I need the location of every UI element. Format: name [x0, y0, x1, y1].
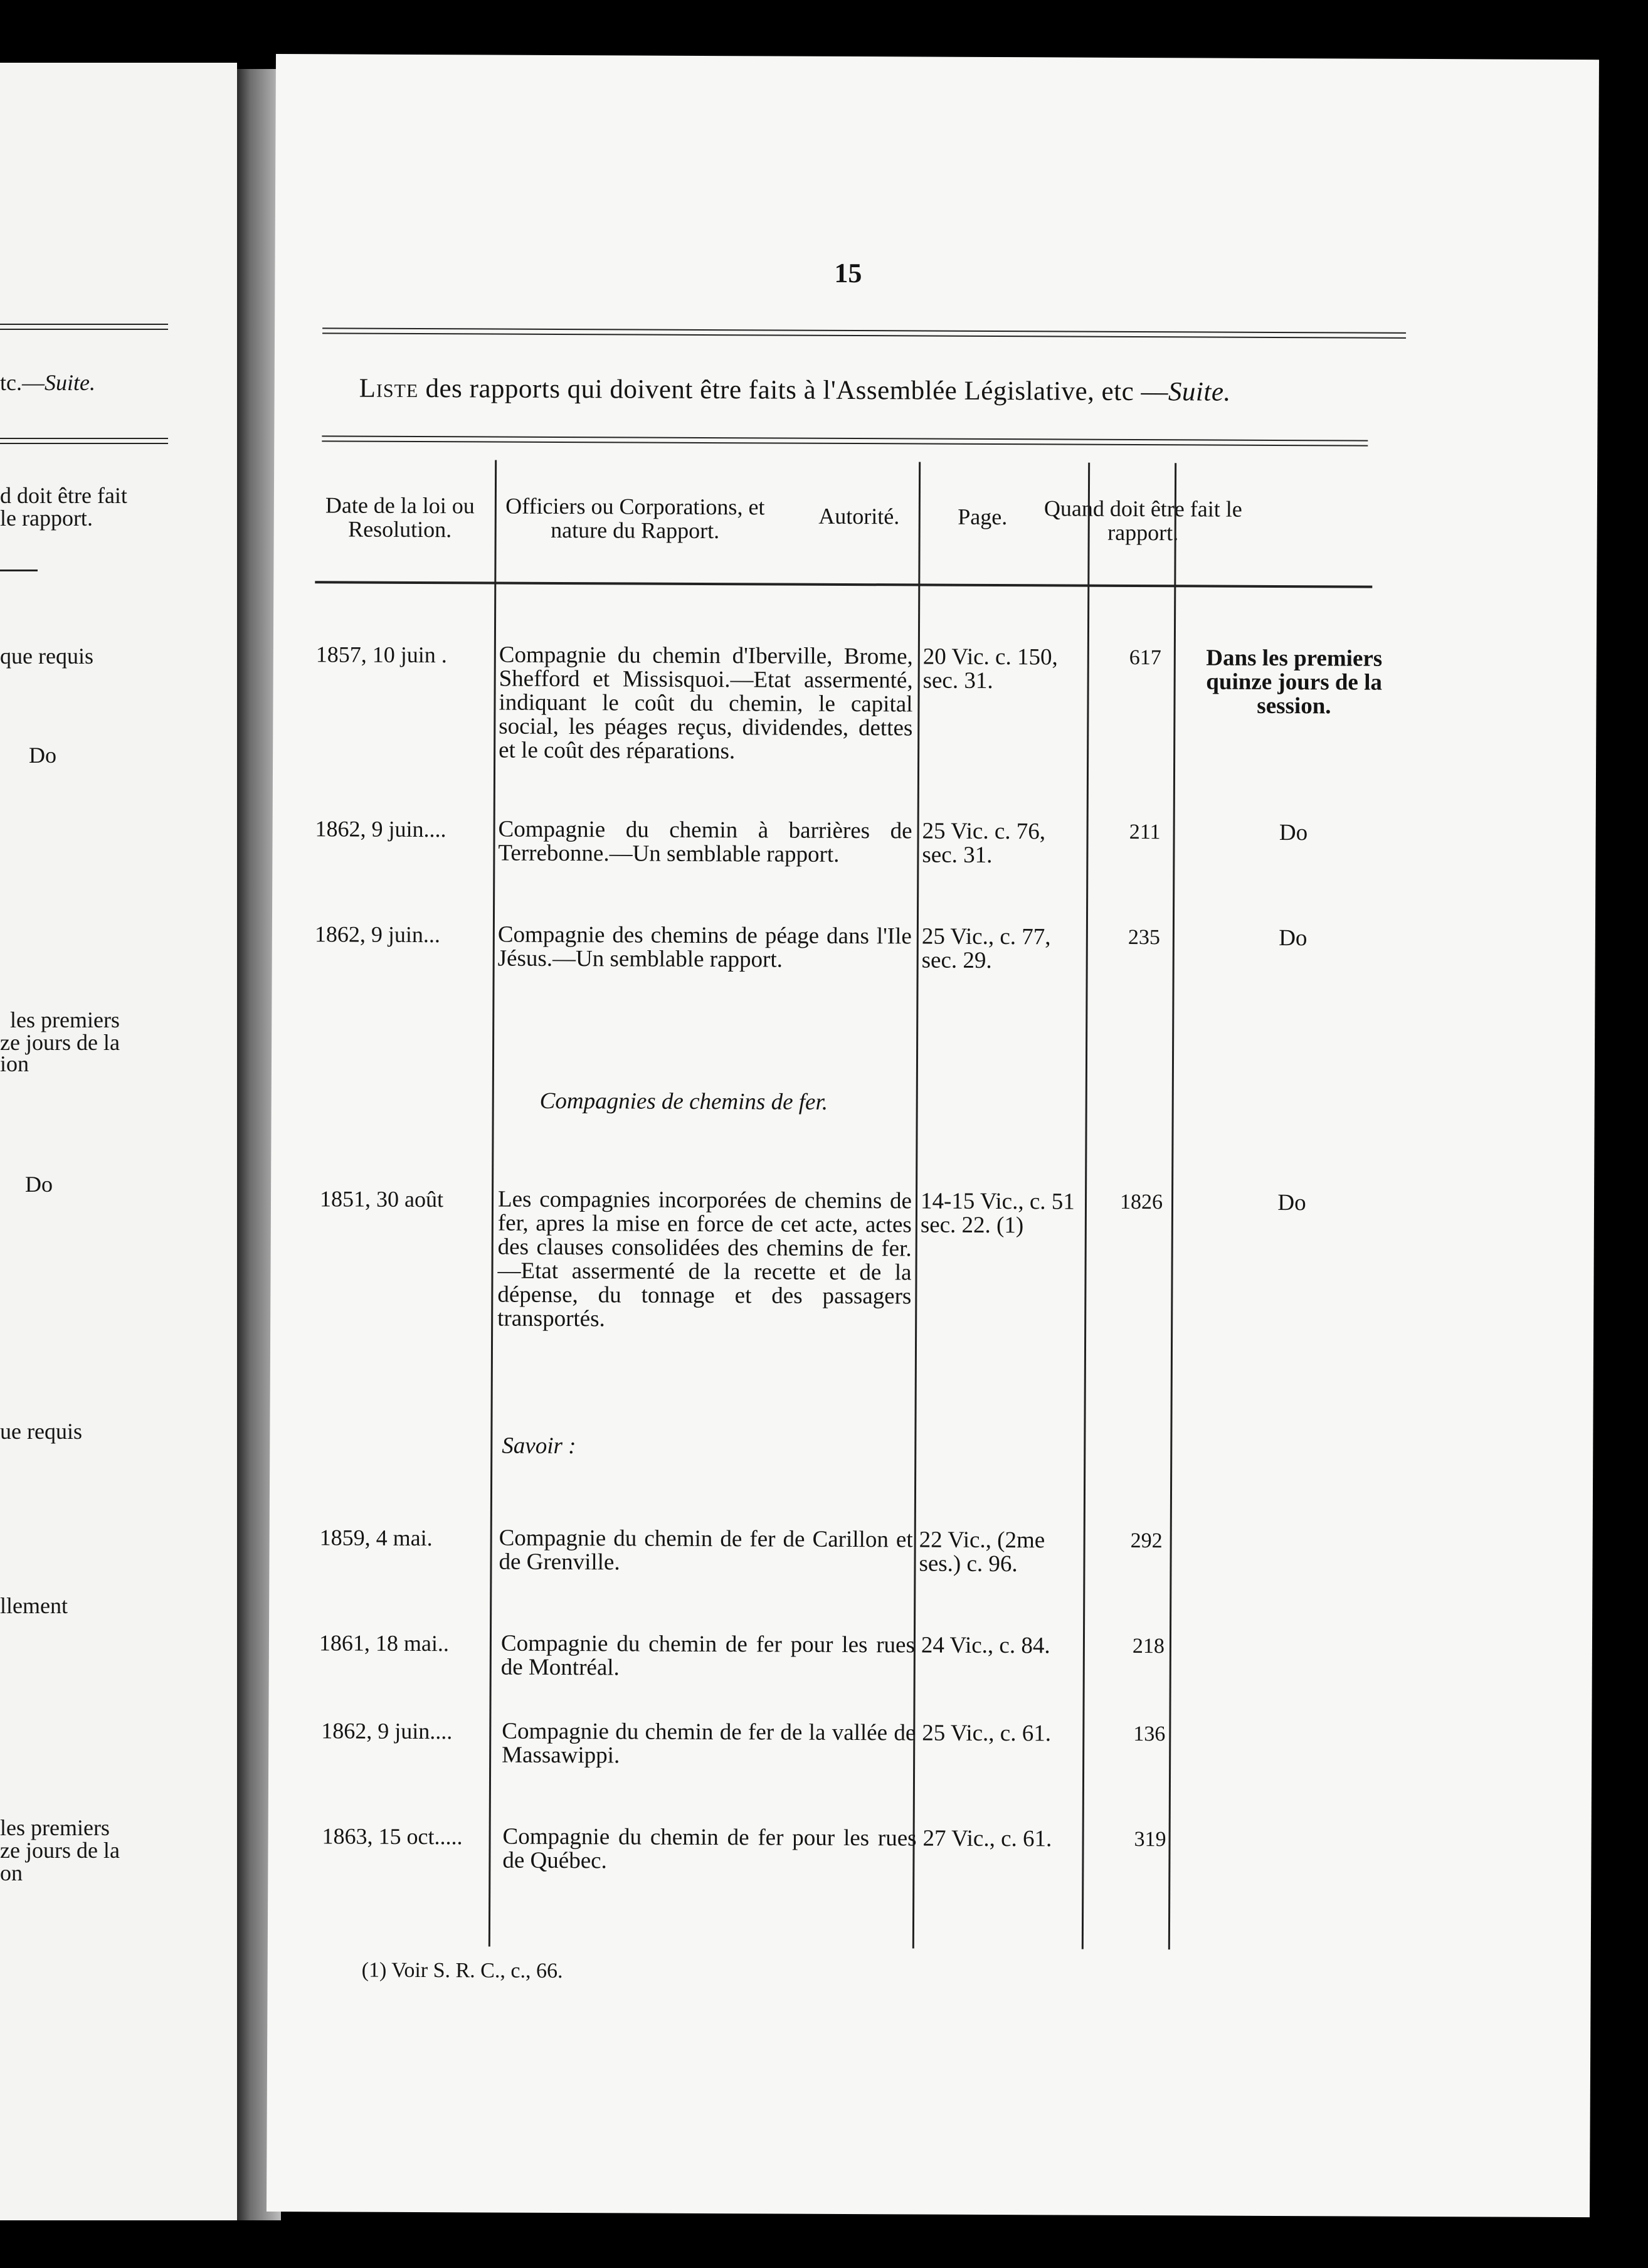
row-page: 319 [1134, 1827, 1166, 1852]
header-when: Quand doit être fait le rapport. [1043, 495, 1242, 546]
title-text: des rapports qui doivent être faits à l'Assemblée Législative, etc — [418, 373, 1169, 407]
title-rule [322, 435, 1368, 446]
row-authority: 14-15 Vic., c. 51 sec. 22. (1) [920, 1188, 1075, 1239]
row-date: 1851, 30 août [319, 1186, 444, 1212]
row-date: 1861, 18 mai.. [319, 1630, 450, 1656]
column-separator [489, 460, 497, 1947]
row-officers-text: Compagnie du chemin à barrières de Terrebonne.—Un semblable rapport. [498, 816, 912, 867]
left-page-top-rule [0, 324, 168, 330]
left-page-line: Do [29, 743, 56, 768]
right-page [267, 54, 1599, 2217]
row-when: Do [1279, 925, 1307, 951]
row-officers-text: Compagnie du chemin de fer de la vallée de Massawippi. [502, 1718, 916, 1769]
row-date: 1859, 4 mai. [319, 1525, 433, 1551]
header-page: Page. [958, 504, 1008, 530]
row-authority: 27 Vic., c. 61. [922, 1825, 1052, 1852]
left-page-suite-prefix: tc.— [0, 370, 45, 395]
row-officers-text: Compagnie du chemin d'Iberville, Brome, Shefford et Missisquoi.—Etat assermenté, indiquant le coût du chemin, le capital social, les péages reçus, dividendes, dettes et le coût des réparations. [499, 642, 913, 765]
title-first-word: Liste [359, 373, 419, 403]
row-date: 1862, 9 juin... [314, 921, 440, 948]
header-date: Date de la loi ou Resolution. [325, 492, 475, 543]
row-page: 136 [1133, 1722, 1166, 1746]
row-authority: 25 Vic. c. 76, sec. 31. [922, 818, 1046, 868]
row-page: 617 [1129, 645, 1161, 670]
header-authority: Autorité. [818, 503, 900, 529]
left-page-title-fragment [0, 370, 95, 395]
row-officers-text: Compagnie du chemin de fer de Carillon et de Grenville. [499, 1525, 913, 1576]
row-when: Do [1279, 819, 1308, 846]
row-date: 1863, 15 oct..... [322, 1823, 463, 1850]
row-date: 1862, 9 juin.... [321, 1718, 453, 1744]
left-page-line: ze jours de la [0, 1838, 120, 1863]
header-officers: Officiers ou Corporations, et nature du Rapport. [505, 493, 765, 544]
page-title [359, 373, 1231, 408]
title-suite: Suite. [1168, 377, 1231, 407]
row-authority: 22 Vic., (2me ses.) c. 96. [919, 1527, 1045, 1577]
left-page-suite: Suite. [44, 370, 95, 395]
column-separator [1168, 463, 1176, 1949]
row-officers-text: Compagnie du chemin de fer pour les rues de Montréal. [500, 1630, 916, 1681]
row-date: 1857, 10 juin . [315, 642, 447, 668]
left-page-header-line1: d doit être fait [0, 483, 127, 508]
left-page-line: les premiers [10, 1007, 120, 1032]
row-page: 1826 [1119, 1190, 1163, 1214]
row-authority: 25 Vic., c. 61. [922, 1720, 1052, 1747]
left-page-line: ion [0, 1051, 29, 1076]
page-number: 15 [834, 257, 862, 289]
row-page: 235 [1128, 925, 1160, 950]
column-separator [1082, 463, 1090, 1949]
row-officers-text: Les compagnies incorporées de chemins de fer, apres la mise en force de cet acte, actes des clauses consolidées des chemins de fer.—Etat assermenté de la recette et de la dépense, du tonnage et des passagers transportés. [497, 1186, 912, 1332]
left-page-line: on [0, 1860, 23, 1885]
left-page-line: Do [25, 1172, 53, 1197]
row-officers-text: Compagnie du chemin de fer pour les rues de Québec. [502, 1823, 917, 1874]
savoir-label: Savoir : [502, 1433, 576, 1460]
row-when: Do [1277, 1189, 1306, 1216]
section-heading: Compagnies de chemins de fer. [539, 1088, 828, 1115]
row-authority: 20 Vic. c. 150, sec. 31. [922, 644, 1058, 694]
left-page-line: ue requis [0, 1419, 82, 1444]
footnote: (1) Voir S. R. C., c., 66. [361, 1958, 563, 1983]
left-page-line: que requis [0, 644, 93, 669]
left-page-line: llement [0, 1593, 68, 1618]
left-page-line: les premiers [0, 1815, 110, 1840]
row-authority: 25 Vic., c. 77, sec. 29. [921, 923, 1051, 973]
row-authority: 24 Vic., c. 84. [921, 1632, 1050, 1659]
row-page: 211 [1129, 820, 1161, 844]
left-page-header-rule [0, 570, 38, 571]
row-page: 292 [1130, 1529, 1163, 1553]
row-officers-text: Compagnie des chemins de péage dans l'Ile Jésus.—Un semblable rapport. [497, 921, 912, 973]
row-date: 1862, 9 juin.... [315, 816, 446, 842]
left-page-title-rule [0, 438, 168, 444]
top-rule [322, 327, 1406, 339]
row-page: 218 [1132, 1634, 1165, 1658]
row-when: Dans les premiers quinze jours de la session. [1206, 645, 1383, 719]
left-page-header-line2: le rapport. [0, 506, 93, 531]
left-page-line: ze jours de la [0, 1030, 120, 1055]
left-page [0, 63, 237, 2220]
header-rule [315, 581, 1372, 588]
